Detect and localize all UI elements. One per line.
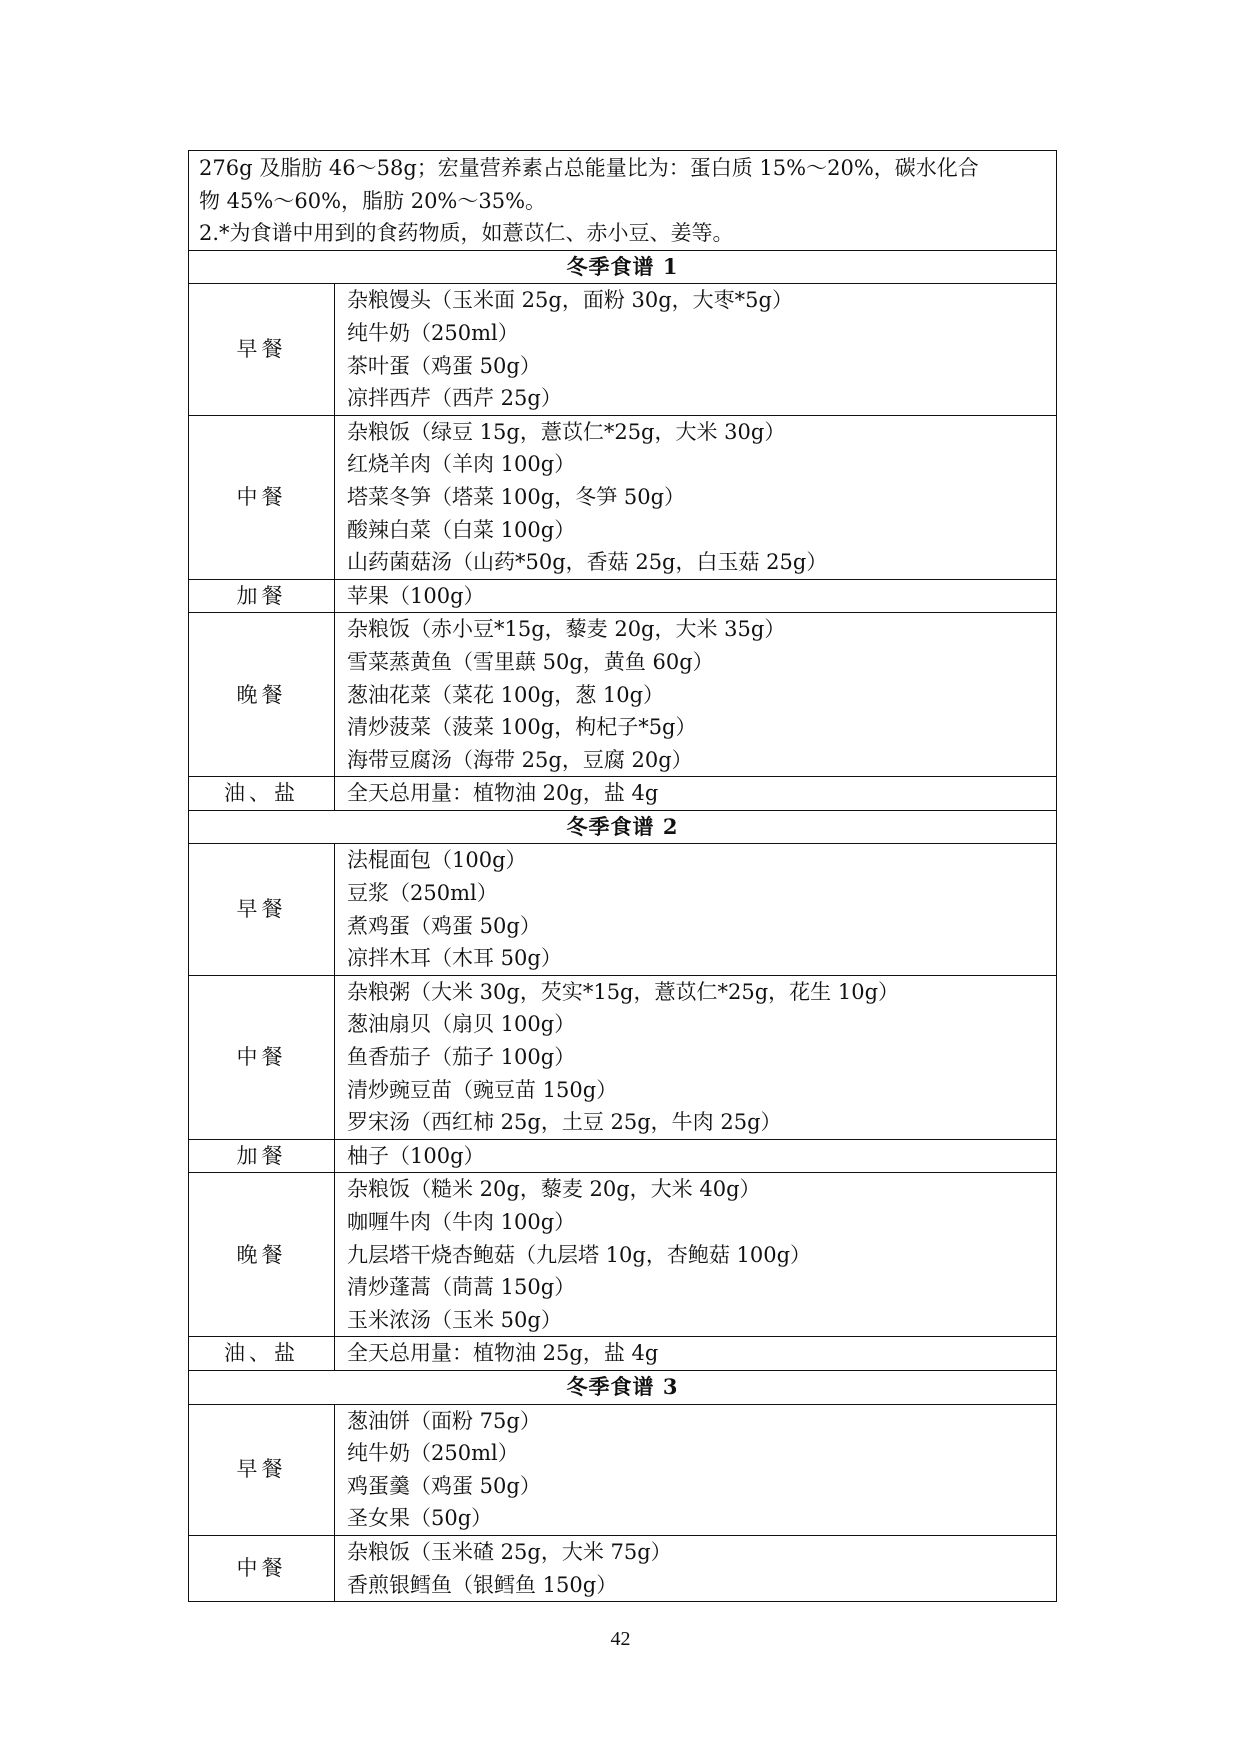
meal-item: 茶叶蛋（鸡蛋 50g） bbox=[347, 353, 541, 378]
meal-name: 中餐 bbox=[189, 1535, 335, 1601]
meal-row bbox=[189, 415, 1057, 579]
meal-items bbox=[335, 1535, 1057, 1601]
meal-item: 杂粮馒头（玉米面 25g，面粉 30g，大枣*5g） bbox=[347, 288, 793, 313]
meal-name: 中餐 bbox=[189, 415, 335, 579]
meal-items bbox=[335, 415, 1057, 579]
meal-item: 清炒豌豆苗（豌豆苗 150g） bbox=[347, 1077, 618, 1102]
meal-items bbox=[335, 613, 1057, 777]
meal-row bbox=[189, 1337, 1057, 1371]
meal-items bbox=[335, 975, 1057, 1139]
meal-item: 清炒菠菜（菠菜 100g，枸杞子*5g） bbox=[347, 715, 697, 740]
note-line: 276g 及脂肪 46～58g；宏量营养素占总能量比为：蛋白质 15%～20%，碳水化合 bbox=[199, 156, 979, 180]
recipe-title-row bbox=[189, 250, 1057, 284]
meal-item: 山药菌菇汤（山药*50g，香菇 25g，白玉菇 25g） bbox=[347, 550, 828, 575]
meal-item: 清炒蓬蒿（茼蒿 150g） bbox=[347, 1275, 576, 1300]
meal-name: 加餐 bbox=[189, 1139, 335, 1173]
meal-name: 早餐 bbox=[189, 1404, 335, 1535]
meal-item: 苹果（100g） bbox=[347, 583, 485, 608]
meal-item: 豆浆（250ml） bbox=[347, 881, 498, 906]
meal-item: 杂粮饭（玉米碴 25g，大米 75g） bbox=[347, 1539, 672, 1564]
recipe-table-body bbox=[189, 151, 1057, 1602]
meal-item: 全天总用量：植物油 25g，盐 4g bbox=[347, 1341, 659, 1366]
meal-row bbox=[189, 284, 1057, 415]
meal-name: 晚餐 bbox=[189, 613, 335, 777]
meal-item: 纯牛奶（250ml） bbox=[347, 1441, 519, 1466]
meal-items bbox=[335, 777, 1057, 811]
page-number: 42 bbox=[610, 1628, 631, 1650]
meal-item: 全天总用量：植物油 20g，盐 4g bbox=[347, 781, 659, 806]
recipe-table bbox=[188, 150, 1057, 1602]
meal-row bbox=[189, 1173, 1057, 1337]
meal-item: 九层塔干烧杏鲍菇（九层塔 10g，杏鲍菇 100g） bbox=[347, 1242, 812, 1267]
note-line: 2.*为食谱中用到的食药物质，如薏苡仁、赤小豆、姜等。 bbox=[199, 221, 734, 246]
meal-item: 杂粮饭（赤小豆*15g，藜麦 20g，大米 35g） bbox=[347, 617, 786, 642]
meal-item: 鸡蛋羹（鸡蛋 50g） bbox=[347, 1473, 541, 1498]
meal-item: 罗宋汤（西红柿 25g，土豆 25g，牛肉 25g） bbox=[347, 1110, 782, 1135]
note-line: 物 45%～60%，脂肪 20%～35%。 bbox=[199, 188, 547, 213]
meal-item: 海带豆腐汤（海带 25g，豆腐 20g） bbox=[347, 747, 693, 772]
meal-item: 葱油饼（面粉 75g） bbox=[347, 1408, 541, 1433]
meal-item: 杂粮粥（大米 30g，芡实*15g，薏苡仁*25g，花生 10g） bbox=[347, 979, 900, 1004]
notes-row bbox=[189, 151, 1057, 251]
meal-name: 油、盐 bbox=[189, 1337, 335, 1371]
meal-item: 塔菜冬笋（塔菜 100g，冬笋 50g） bbox=[347, 484, 686, 509]
meal-item: 葱油扇贝（扇贝 100g） bbox=[347, 1012, 576, 1037]
meal-items bbox=[335, 579, 1057, 613]
meal-name: 晚餐 bbox=[189, 1173, 335, 1337]
meal-row bbox=[189, 613, 1057, 777]
meal-item: 红烧羊肉（羊肉 100g） bbox=[347, 452, 576, 477]
notes-cell bbox=[189, 151, 1057, 251]
meal-item: 杂粮饭（绿豆 15g，薏苡仁*25g，大米 30g） bbox=[347, 419, 786, 444]
meal-items bbox=[335, 844, 1057, 975]
meal-item: 杂粮饭（糙米 20g，藜麦 20g，大米 40g） bbox=[347, 1177, 761, 1202]
meal-row bbox=[189, 1535, 1057, 1601]
recipe-title-row bbox=[189, 810, 1057, 844]
meal-row bbox=[189, 1404, 1057, 1535]
meal-item: 酸辣白菜（白菜 100g） bbox=[347, 517, 576, 542]
meal-name: 早餐 bbox=[189, 284, 335, 415]
meal-item: 鱼香茄子（茄子 100g） bbox=[347, 1045, 576, 1070]
meal-item: 玉米浓汤（玉米 50g） bbox=[347, 1307, 562, 1332]
meal-item: 柚子（100g） bbox=[347, 1143, 485, 1168]
meal-item: 纯牛奶（250ml） bbox=[347, 320, 519, 345]
meal-name: 油、盐 bbox=[189, 777, 335, 811]
meal-item: 雪菜蒸黄鱼（雪里蕻 50g，黄鱼 60g） bbox=[347, 649, 714, 674]
meal-item: 凉拌西芹（西芹 25g） bbox=[347, 386, 562, 411]
meal-item: 法棍面包（100g） bbox=[347, 848, 527, 873]
meal-row bbox=[189, 1139, 1057, 1173]
meal-row bbox=[189, 844, 1057, 975]
recipe-title: 冬季食谱 1 bbox=[189, 250, 1057, 284]
meal-item: 香煎银鳕鱼（银鳕鱼 150g） bbox=[347, 1572, 618, 1597]
meal-item: 凉拌木耳（木耳 50g） bbox=[347, 946, 562, 971]
meal-row bbox=[189, 579, 1057, 613]
meal-row bbox=[189, 975, 1057, 1139]
meal-item: 咖喱牛肉（牛肉 100g） bbox=[347, 1210, 576, 1234]
meal-items bbox=[335, 284, 1057, 415]
recipe-title: 冬季食谱 2 bbox=[189, 810, 1057, 844]
meal-item: 圣女果（50g） bbox=[347, 1506, 493, 1531]
meal-items bbox=[335, 1404, 1057, 1535]
meal-name: 中餐 bbox=[189, 975, 335, 1139]
meal-name: 加餐 bbox=[189, 579, 335, 613]
meal-items bbox=[335, 1173, 1057, 1337]
meal-items bbox=[335, 1139, 1057, 1173]
meal-name: 早餐 bbox=[189, 844, 335, 975]
recipe-title: 冬季食谱 3 bbox=[189, 1370, 1057, 1404]
meal-item: 煮鸡蛋（鸡蛋 50g） bbox=[347, 913, 541, 938]
meal-items bbox=[335, 1337, 1057, 1371]
recipe-title-row bbox=[189, 1370, 1057, 1404]
meal-row bbox=[189, 777, 1057, 811]
meal-item: 葱油花菜（菜花 100g，葱 10g） bbox=[347, 682, 665, 707]
